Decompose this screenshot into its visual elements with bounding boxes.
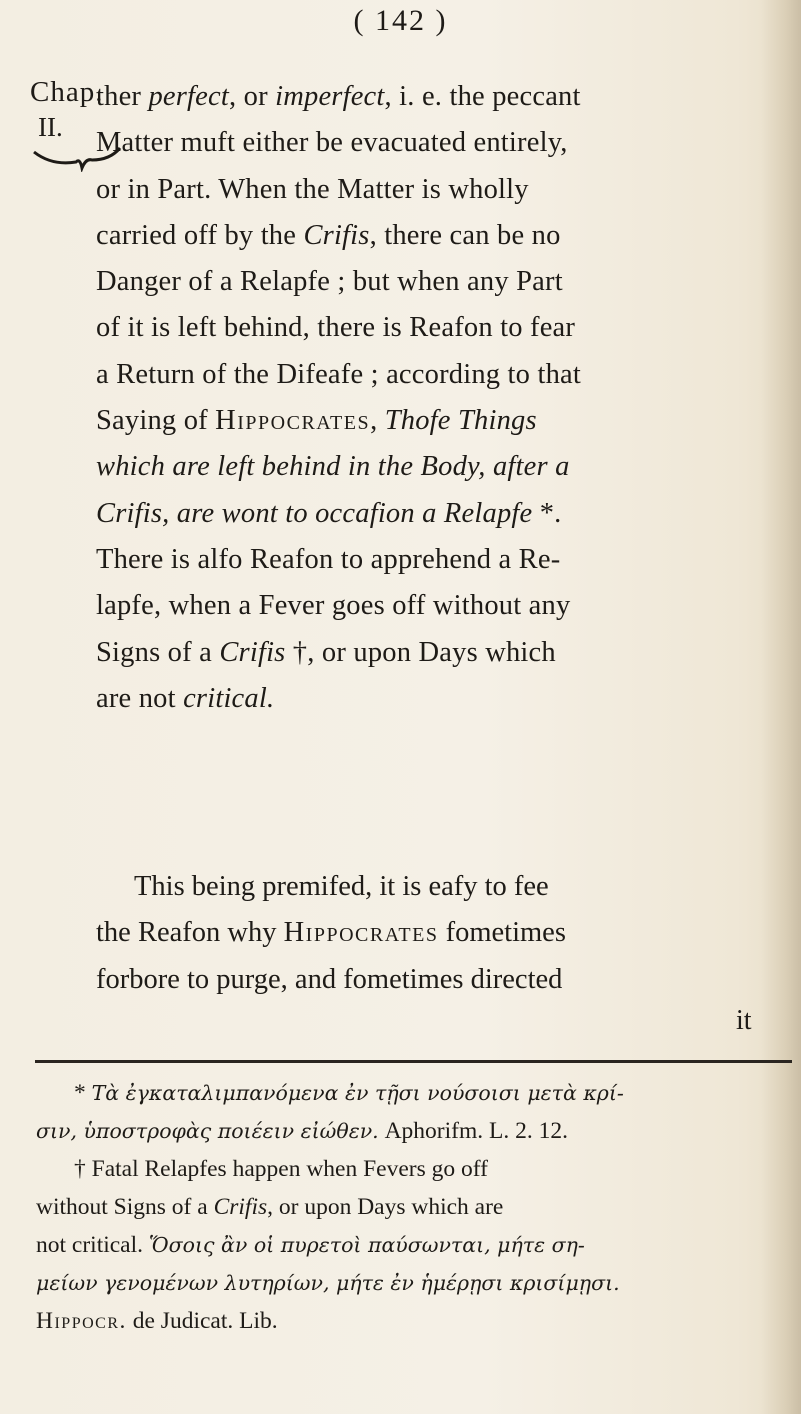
text-line: lapfe, when a Fever goes off without any	[96, 590, 571, 622]
text-line: There is alfo Reafon to apprehend a Re-	[96, 543, 561, 575]
second-paragraph	[96, 864, 786, 1003]
footnote-line: † Fatal Relapfes happen when Fevers go off	[74, 1156, 488, 1182]
text-line: carried off by the Crifis, there can be no	[96, 219, 561, 251]
text-line: of it is left behind, there is Reafon to fear	[96, 312, 576, 344]
footnotes	[36, 1074, 786, 1340]
text-line: Crifis, are wont to occafion a Relapfe *.	[96, 497, 562, 529]
chapter-label: Chap.	[30, 76, 104, 108]
footnote-line: μείων γενομένων λυτηρίων, μήτε ἐν ἡμέρῃσι κρισίμῃσι.	[36, 1271, 620, 1295]
text-line: a Return of the Difeafe ; according to that	[96, 358, 581, 390]
chapter-number: II.	[38, 112, 63, 142]
main-paragraph	[96, 74, 786, 722]
text-line: ther perfect, or imperfect, i. e. the peccant	[96, 81, 581, 112]
footnote-line: without Signs of a Crifis, or upon Days which are	[36, 1194, 504, 1220]
footnote-line: Hippocr. de Judicat. Lib.	[36, 1308, 278, 1334]
page-number: ( 142 )	[353, 4, 448, 37]
text-line: Matter muft either be evacuated entirely,	[96, 127, 568, 159]
text-line: which are left behind in the Body, after a	[96, 451, 570, 483]
text-line: This being premifed, it is eafy to fee	[134, 871, 549, 902]
catchword: it	[736, 1005, 752, 1036]
text-line: are not critical.	[96, 682, 275, 714]
text-line: Saying of Hippocrates, Thofe Things	[96, 405, 537, 437]
footnote-line: σιν, ὑποστροφὰς ποιέειν εἰώθεν. Aphorifm. L. 2. 12.	[36, 1118, 568, 1144]
footnote-rule	[35, 1060, 792, 1063]
footnote-line: not critical. Ὅσοις ἂν οἱ πυρετοὶ παύσωνται, μήτε ση-	[36, 1232, 585, 1258]
text-line: Signs of a Crifis †, or upon Days which	[96, 636, 556, 668]
text-line: Danger of a Relapfe ; but when any Part	[96, 266, 563, 298]
text-line: or in Part. When the Matter is wholly	[96, 173, 529, 205]
text-line: forbore to purge, and fometimes directed	[96, 963, 563, 995]
text-line: the Reafon why Hippocrates fometimes	[96, 917, 566, 949]
footnote-line: * Τὰ ἐγκαταλιμπανόμενα ἐν τῇσι νούσοισι μετὰ κρί-	[74, 1080, 624, 1106]
